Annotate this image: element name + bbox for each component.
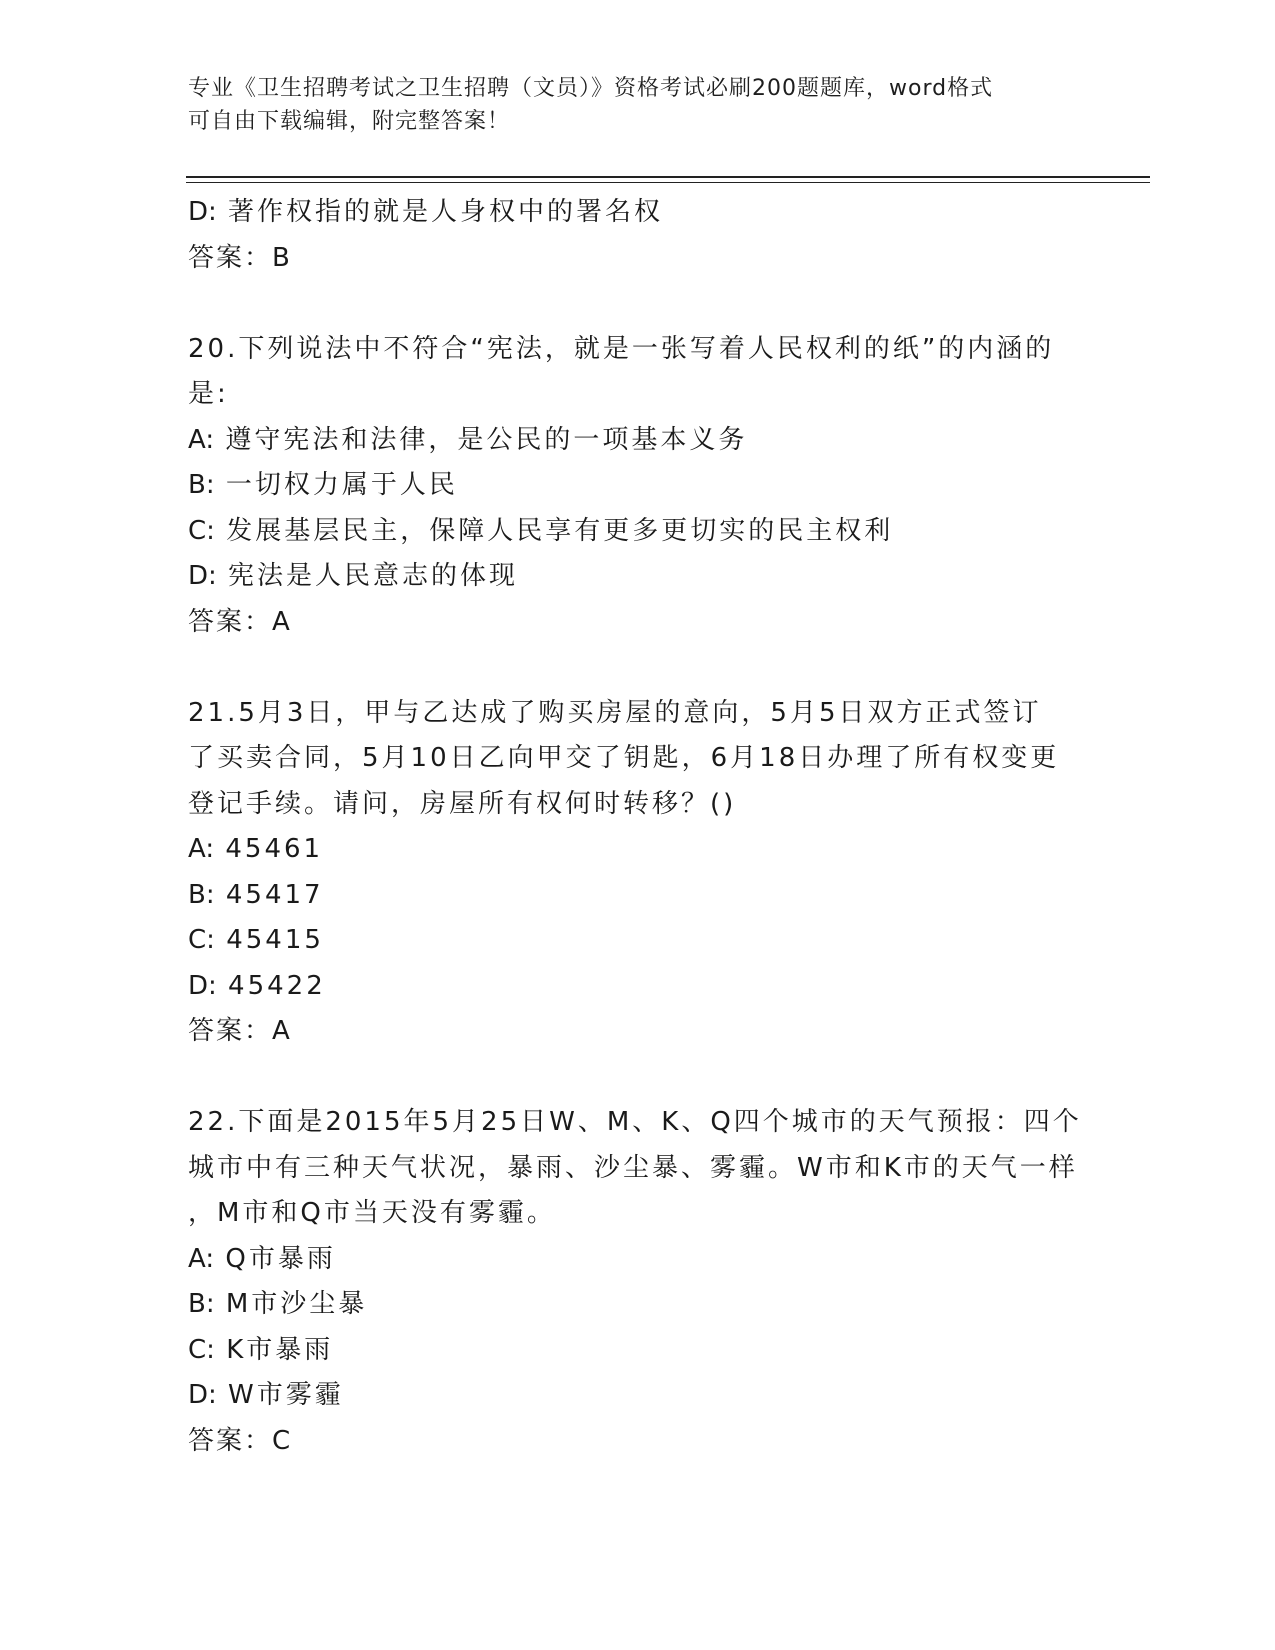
option-text: 45415 xyxy=(226,925,324,955)
option-b xyxy=(188,463,1088,509)
option-key: C: xyxy=(188,515,215,546)
option-key: A: xyxy=(188,1243,215,1274)
answer-line: 答案：A xyxy=(188,1016,292,1046)
question-stem-line: 是: xyxy=(188,379,229,409)
question-stem-line: ，M市和Q市当天没有雾霾。 xyxy=(188,1198,556,1228)
question-stem-line: 了买卖合同，5月10日乙向甲交了钥匙，6月18日办理了所有权变更 xyxy=(188,743,1060,773)
option-text: Q市暴雨 xyxy=(225,1243,336,1274)
option-text: 45422 xyxy=(228,970,326,1001)
option-a xyxy=(188,1237,1088,1283)
option-d xyxy=(188,190,1088,236)
question-19-tail xyxy=(188,190,1088,281)
option-text: 遵守宪法和法律，是公民的一项基本义务 xyxy=(225,424,748,455)
question-stem-line: 22.下面是2015年5月25日W、M、K、Q四个城市的天气预报：四个 xyxy=(188,1107,1082,1137)
option-text: W市雾霾 xyxy=(228,1380,344,1410)
option-c xyxy=(188,918,1088,964)
option-key: C: xyxy=(188,1334,215,1365)
option-key: C: xyxy=(188,925,215,955)
option-d xyxy=(188,964,1088,1010)
question-21 xyxy=(188,691,1088,1055)
question-stem-line: 20.下列说法中不符合“宪法，就是一张写着人民权利的纸”的内涵的 xyxy=(188,333,1055,364)
answer-line: 答案：A xyxy=(188,606,292,637)
option-c xyxy=(188,509,1088,555)
header-line-2: 可自由下载编辑，附完整答案！ xyxy=(188,109,511,134)
option-a xyxy=(188,827,1088,873)
option-key: D: xyxy=(188,561,217,591)
option-text: K市暴雨 xyxy=(226,1334,334,1365)
option-b xyxy=(188,873,1088,919)
option-a xyxy=(188,418,1088,464)
question-20 xyxy=(188,327,1088,646)
spacer xyxy=(188,281,1088,327)
option-text: 一切权力属于人民 xyxy=(225,470,458,500)
question-stem-line: 城市中有三种天气状况，暴雨、沙尘暴、雾霾。W市和K市的天气一样 xyxy=(188,1152,1078,1183)
option-key: B: xyxy=(188,879,215,910)
header-line-1: 专业《卫生招聘考试之卫生招聘（文员）》资格考试必刷200题题库，word格式 xyxy=(188,76,994,101)
answer-line: 答案：C xyxy=(188,1425,293,1456)
option-text: 宪法是人民意志的体现 xyxy=(228,561,519,591)
option-c xyxy=(188,1328,1088,1374)
question-22 xyxy=(188,1100,1088,1464)
document-header xyxy=(188,72,1068,138)
option-text: 发展基层民主，保障人民享有更多更切实的民主权利 xyxy=(226,515,894,546)
option-key: A: xyxy=(188,834,215,864)
option-text: 著作权指的就是人身权中的署名权 xyxy=(228,197,664,227)
option-d xyxy=(188,554,1088,600)
option-text: 45417 xyxy=(225,879,324,910)
option-key: A: xyxy=(188,424,215,455)
option-d xyxy=(188,1373,1088,1419)
option-text: M市沙尘暴 xyxy=(225,1289,368,1319)
question-stem-line: 登记手续。请问，房屋所有权何时转移？() xyxy=(188,788,737,819)
option-key: D: xyxy=(188,197,217,227)
option-key: D: xyxy=(188,970,217,1001)
spacer xyxy=(188,1055,1088,1101)
question-stem-line: 21.5月3日，甲与乙达成了购买房屋的意向，5月5日双方正式签订 xyxy=(188,697,1042,728)
header-rule-thin xyxy=(186,182,1150,183)
option-b xyxy=(188,1282,1088,1328)
option-key: D: xyxy=(188,1380,217,1410)
question-content xyxy=(188,190,1088,1464)
option-text: 45461 xyxy=(225,834,324,864)
header-rule-thick xyxy=(186,176,1150,178)
option-key: B: xyxy=(188,470,215,500)
answer-line: 答案：B xyxy=(188,242,292,273)
option-key: B: xyxy=(188,1289,215,1319)
spacer xyxy=(188,645,1088,691)
